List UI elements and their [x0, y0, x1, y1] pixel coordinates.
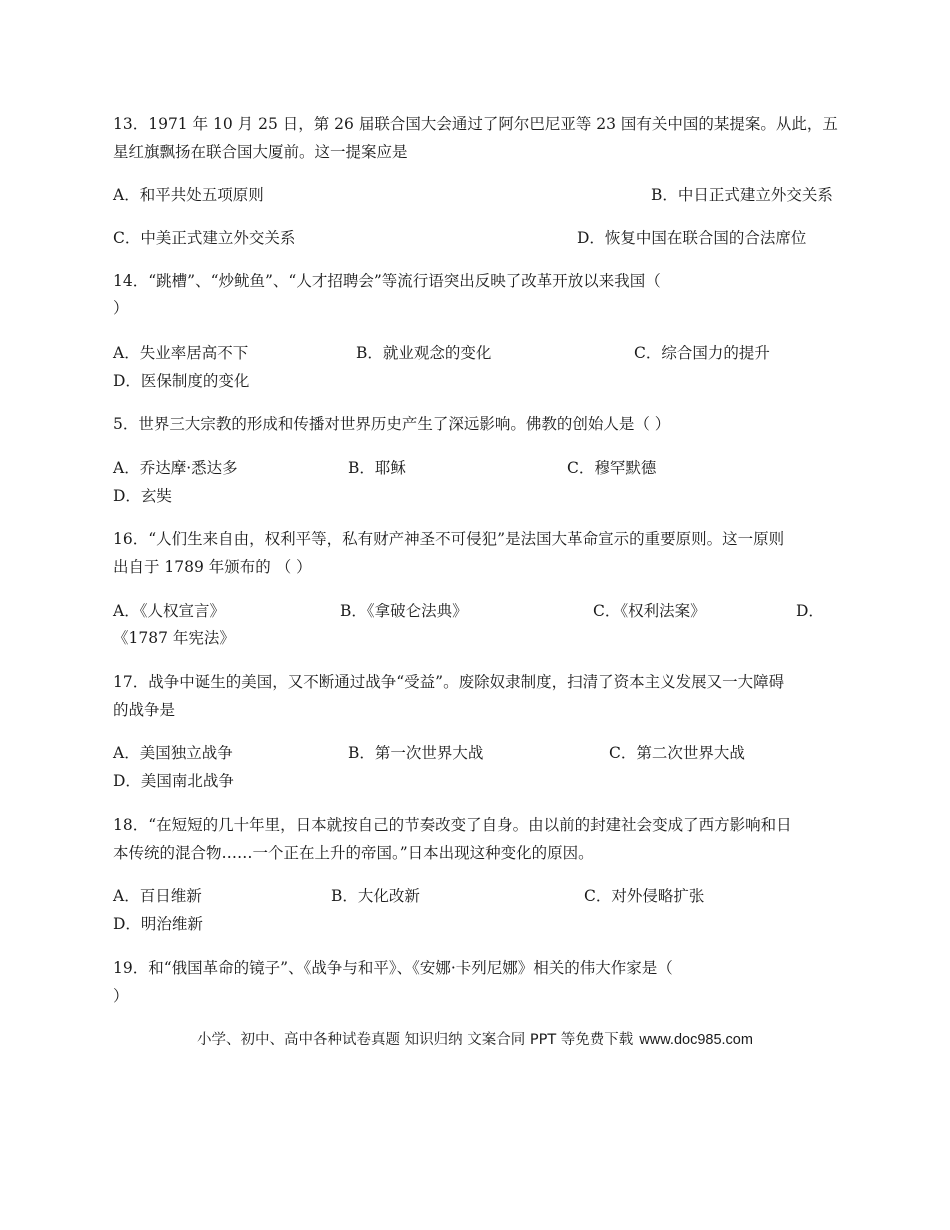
question-16-option-d-label: D． [796, 602, 824, 620]
question-13-option-b: B．中日正式建立外交关系 [651, 186, 833, 204]
footer-link[interactable]: www.doc985.com [639, 1032, 753, 1048]
question-13-option-d: D．恢复中国在联合国的合法席位 [577, 229, 807, 247]
question-13-line-2: 星红旗飘扬在联合国大厦前。这一提案应是 [113, 143, 408, 161]
question-14-option-d: D．医保制度的变化 [113, 372, 250, 390]
question-13-line-1: 13．1971 年 10 月 25 日，第 26 届联合国大会通过了阿尔巴尼亚等 23 国有关中国的某提案。从此，五 [113, 115, 838, 133]
question-18-line-2: 本传统的混合物……一个正在上升的帝国。”日本出现这种变化的原因。 [113, 844, 594, 862]
question-16-line-1: 16．“人们生来自由，权利平等，私有财产神圣不可侵犯”是法国大革命宣示的重要原则。这一原则 [113, 530, 785, 548]
question-17-line-2: 的战争是 [113, 701, 176, 719]
question-14-option-a: A．失业率居高不下 [113, 344, 249, 362]
question-16-option-d-text: 《1787 年宪法》 [113, 629, 235, 647]
question-17-option-a: A．美国独立战争 [113, 744, 233, 762]
question-17-line-1: 17．战争中诞生的美国，又不断通过战争“受益”。废除奴隶制度，扫清了资本主义发展又一大障碍 [113, 673, 785, 691]
question-5-option-a: A．乔达摩·悉达多 [113, 459, 238, 477]
question-17-option-b: B．第一次世界大战 [348, 744, 484, 762]
question-17-option-c: C．第二次世界大战 [609, 744, 745, 762]
question-14-option-b: B．就业观念的变化 [356, 344, 492, 362]
question-16-option-a: A．《人权宣言》 [113, 602, 225, 620]
question-5-option-b: B．耶稣 [348, 459, 406, 477]
question-16-option-c: C．《权利法案》 [593, 602, 706, 620]
question-13-option-a: A．和平共处五项原则 [113, 186, 264, 204]
question-5-option-c: C．穆罕默德 [567, 459, 657, 477]
question-19-line-1: 19．和“俄国革命的镜子”、《战争与和平》、《安娜·卡列尼娜》相关的伟大作家是（ [113, 959, 673, 977]
question-16-line-2: 出自于 1789 年颁布的 （ ） [113, 558, 312, 576]
question-18-option-c: C．对外侵略扩张 [584, 887, 705, 905]
question-14-line-1: 14．“跳槽”、“炒鱿鱼”、“人才招聘会”等流行语突出反映了改革开放以来我国（ [113, 272, 661, 290]
question-5-option-d: D．玄奘 [113, 487, 172, 505]
question-14-line-2: ） [113, 299, 129, 317]
question-18-option-a: A．百日维新 [113, 887, 202, 905]
question-19-line-2: ） [113, 987, 129, 1005]
page-footer [0, 1028, 950, 1049]
question-18-option-d: D．明治维新 [113, 915, 203, 933]
question-14-option-c: C．综合国力的提升 [634, 344, 770, 362]
question-13-option-c: C．中美正式建立外交关系 [113, 229, 296, 247]
question-18-line-1: 18．“在短短的几十年里，日本就按自己的节奏改变了自身。由以前的封建社会变成了西方影响和日 [113, 816, 792, 834]
question-18-option-b: B．大化改新 [331, 887, 420, 905]
question-17-option-d: D．美国南北战争 [113, 772, 234, 790]
question-16-option-b: B．《拿破仑法典》 [340, 602, 468, 620]
question-5-line-1: 5．世界三大宗教的形成和传播对世界历史产生了深远影响。佛教的创始人是（ ） [113, 415, 671, 433]
footer-text: 小学、初中、高中各种试卷真题 知识归纳 文案合同 PPT 等免费下载 [197, 1032, 634, 1048]
